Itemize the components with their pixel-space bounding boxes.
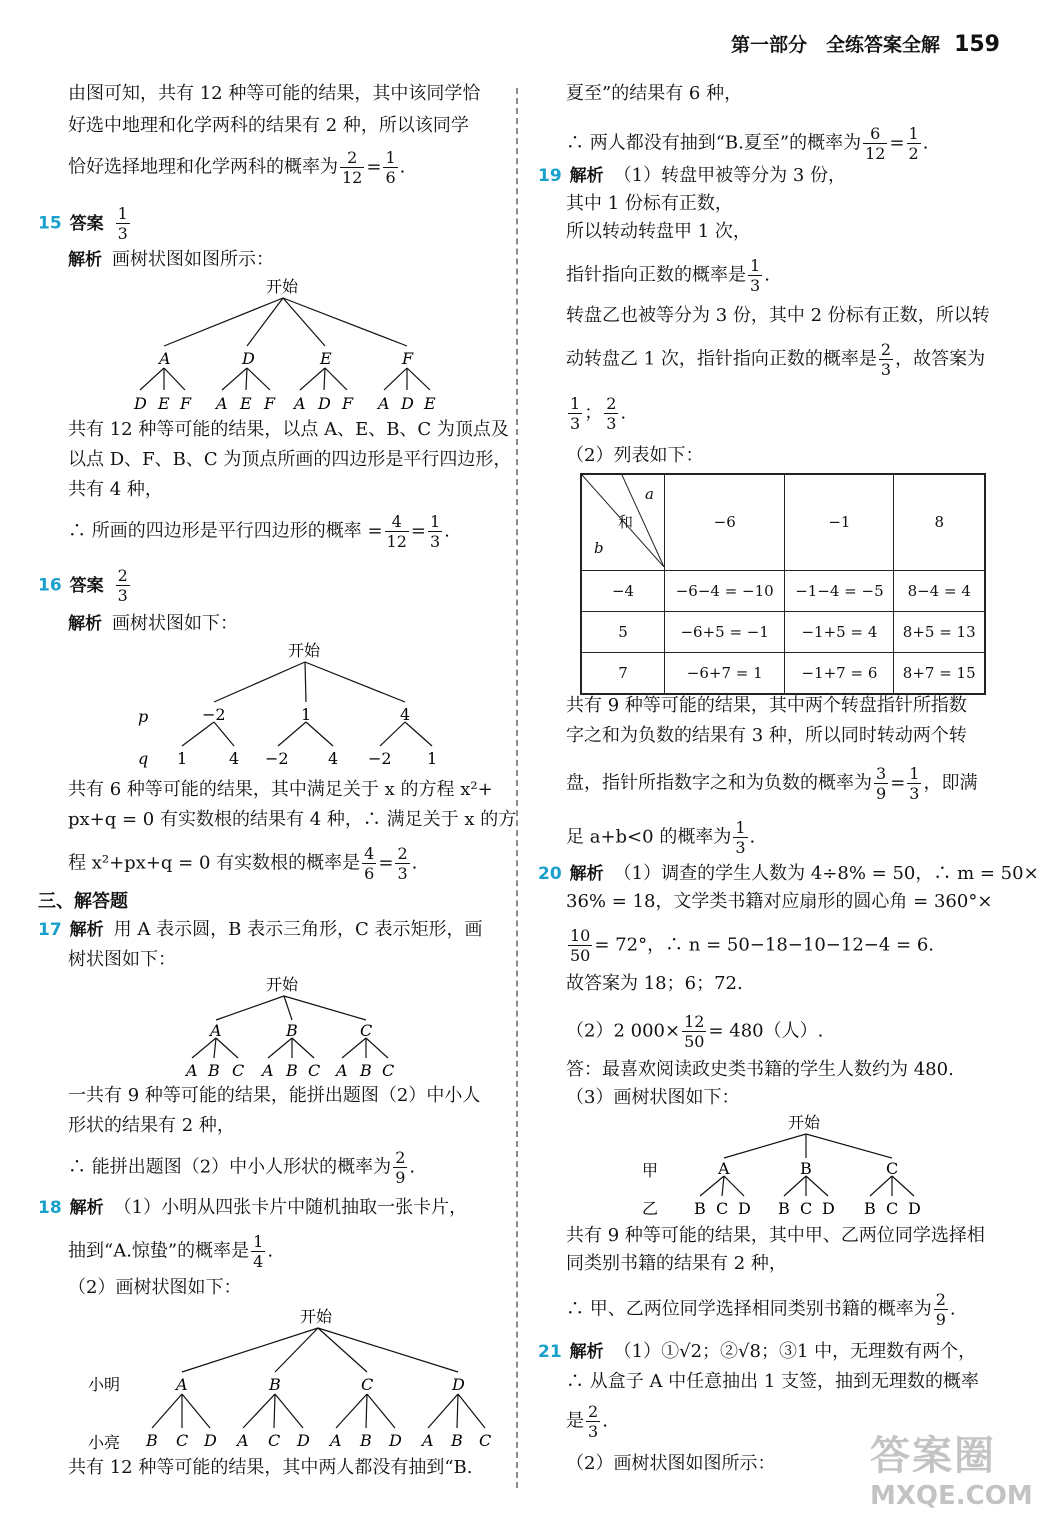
fraction: $\frac{4}{12}$: [386, 512, 407, 551]
svg-text:D: D: [452, 1375, 465, 1394]
svg-text:q: q: [138, 749, 149, 768]
svg-text:A: A: [330, 1431, 342, 1450]
svg-text:D: D: [297, 1431, 310, 1450]
tree-root: 开始: [288, 641, 321, 660]
svg-text:A: A: [216, 394, 228, 413]
text-line: 夏至”的结果有 6 种，: [566, 83, 743, 104]
page-number: 159: [954, 32, 1000, 57]
svg-text:C: C: [232, 1061, 245, 1080]
q21-analysis: 21 解析 （1）①√2；②√8；③1 中，无理数有两个，: [538, 1341, 977, 1362]
svg-text:D: D: [318, 394, 331, 413]
text-line: 共有 9 种等可能的结果，其中两个转盘指针所指数: [566, 695, 967, 716]
svg-text:A: A: [176, 1375, 188, 1394]
q16-analysis: 解析 画树状图如下：: [68, 613, 238, 634]
svg-text:F: F: [402, 349, 414, 368]
text-line: 形状的结果有 2 种，: [68, 1115, 235, 1136]
svg-text:A: A: [294, 394, 306, 413]
table-row: 7 −6+7 = 1 −1+7 = 6 8+7 = 15: [581, 652, 985, 694]
svg-text:小亮: 小亮: [88, 1433, 121, 1452]
svg-text:A: A: [422, 1431, 434, 1450]
svg-text:D: D: [389, 1431, 402, 1450]
text-line: 抽到“A.惊蛰”的概率是 $\frac{1}{4}$ .: [68, 1232, 274, 1271]
text-line: 共有 12 种等可能的结果，以点 A、E、B、C 为顶点及: [68, 419, 509, 440]
svg-text:A: A: [378, 394, 390, 413]
q15-analysis: 解析 画树状图如图所示：: [68, 249, 274, 270]
text-line: ∴ 所画的四边形是平行四边形的概率 = $\frac{4}{12}$ = $\frac{1}{3}$ .: [68, 512, 450, 551]
fraction: $\frac{2}{3}$: [588, 1402, 599, 1441]
text-line: 指针指向正数的概率是 $\frac{1}{3}$ .: [566, 256, 770, 295]
tree-diagram-q18: [80, 1300, 520, 1452]
svg-text:C: C: [886, 1159, 899, 1178]
svg-text:E: E: [320, 349, 332, 368]
svg-text:A: A: [237, 1431, 249, 1450]
fraction: $\frac{2}{9}$: [395, 1148, 406, 1187]
svg-text:A: A: [336, 1061, 348, 1080]
q20-analysis: 20 解析 （1）调查的学生人数为 4÷8% = 50，∴ m = 50×: [538, 863, 1039, 884]
text-line: $\frac{10}{50}$ = 72°，∴ n = 50−18−10−12−4 = 6.: [570, 926, 935, 965]
text-line: 由图可知，共有 12 种等可能的结果，其中该同学恰: [68, 83, 481, 104]
text-line: （2）2 000× $\frac{12}{50}$ = 480（人）.: [566, 1012, 824, 1051]
tree-root: 开始: [300, 1307, 333, 1326]
page-header: [731, 30, 1000, 57]
sum-table: [580, 473, 986, 695]
svg-text:C: C: [479, 1431, 492, 1450]
svg-text:C: C: [800, 1199, 813, 1218]
watermark-text: MXQE.COM: [870, 1481, 1033, 1511]
fraction: $\frac{1}{6}$: [385, 148, 396, 187]
text-line: ∴ 甲、乙两位同学选择相同类别书籍的概率为 $\frac{2}{9}$ .: [566, 1290, 956, 1329]
column-divider: [516, 88, 518, 1488]
fraction: $\frac{2}{12}$: [342, 148, 363, 187]
text-line: px+q = 0 有实数根的结果有 4 种，∴ 满足关于 x 的方: [68, 809, 517, 830]
svg-text:C: C: [361, 1375, 374, 1394]
fraction: $\frac{2}{3}$: [606, 394, 617, 433]
text-line: 一共有 9 种等可能的结果，能拼出题图（2）中小人: [68, 1085, 481, 1106]
tree-diagram-q15: [120, 272, 460, 414]
table-row: −4 −6−4 = −10 −1−4 = −5 8−4 = 4: [581, 570, 985, 611]
tree-root: 开始: [788, 1113, 821, 1132]
svg-text:C: C: [268, 1431, 281, 1450]
svg-text:B: B: [694, 1199, 706, 1218]
svg-text:C: C: [360, 1021, 373, 1040]
svg-text:1: 1: [427, 749, 438, 768]
svg-text:B: B: [360, 1061, 372, 1080]
tree-diagram-q16: [130, 636, 450, 770]
fraction: $\frac{2}{3}$: [117, 566, 128, 605]
text-line: （2）列表如下：: [566, 445, 704, 466]
watermark-logo: 答案圈: [870, 1433, 996, 1479]
text-line: 好选中地理和化学两科的结果有 2 种，所以该同学: [68, 115, 469, 136]
fraction: $\frac{2}{9}$: [935, 1290, 946, 1329]
fraction: $\frac{1}{3}$: [909, 764, 920, 803]
svg-text:A: A: [718, 1159, 730, 1178]
q17-analysis: 17 解析 用 A 表示圆，B 表示三角形，C 表示矩形，画: [38, 919, 483, 940]
fraction: $\frac{4}{6}$: [364, 844, 375, 883]
svg-text:1: 1: [177, 749, 188, 768]
svg-text:C: C: [176, 1431, 189, 1450]
text-line: 盘，指针所指数字之和为负数的概率为 $\frac{3}{9}$ = $\frac{1}{3}$ ，即满: [566, 764, 978, 803]
text-line: 故答案为 18；6；72.: [566, 973, 743, 994]
table-row: 5 −6+5 = −1 −1+5 = 4 8+5 = 13: [581, 611, 985, 652]
section-title: 第一部分 全练答案全解: [731, 34, 941, 56]
text-line: 同类别书籍的结果有 2 种，: [566, 1253, 787, 1274]
svg-text:D: D: [134, 394, 147, 413]
svg-text:B: B: [208, 1061, 220, 1080]
svg-text:F: F: [264, 394, 276, 413]
svg-text:4: 4: [229, 749, 240, 768]
text-line: 转盘乙也被等分为 3 份，其中 2 份标有正数，所以转: [566, 305, 990, 326]
fraction: $\frac{12}{50}$: [684, 1012, 705, 1051]
svg-text:D: D: [242, 349, 255, 368]
svg-text:B: B: [146, 1431, 158, 1450]
text-line: 是 $\frac{2}{3}$ .: [566, 1402, 608, 1441]
fraction: $\frac{1}{3}$: [750, 256, 761, 295]
text-line: 足 a+b<0 的概率为 $\frac{1}{3}$ .: [566, 818, 756, 857]
q18-analysis: 18 解析 （1）小明从四张卡片中随机抽取一张卡片，: [38, 1197, 468, 1218]
svg-text:E: E: [240, 394, 252, 413]
text-line: （3）画树状图如下：: [566, 1087, 740, 1108]
text-line: 以点 D、F、B、C 为顶点所画的四边形是平行四边形，: [68, 449, 512, 470]
text-line: ∴ 从盒子 A 中任意抽出 1 支签，抽到无理数的概率: [566, 1371, 980, 1392]
text-line: 36% = 18，文学类书籍对应扇形的圆心角 = 360°×: [566, 891, 993, 912]
watermark: [870, 1424, 1050, 1524]
svg-text:B: B: [286, 1021, 298, 1040]
svg-text:F: F: [342, 394, 354, 413]
text-line: 共有 6 种等可能的结果，其中满足关于 x 的方程 x²+: [68, 779, 493, 800]
text-line: 共有 9 种等可能的结果，其中甲、乙两位同学选择相: [566, 1225, 985, 1246]
table-header: 8: [894, 474, 985, 570]
tree-root: 开始: [266, 277, 299, 296]
text-line: （2）画树状图如图所示：: [566, 1453, 776, 1474]
svg-text:B: B: [800, 1159, 812, 1178]
text-line: 树状图如下：: [68, 949, 176, 970]
table-header: −1: [785, 474, 894, 570]
svg-text:A: A: [262, 1061, 274, 1080]
svg-text:B: B: [269, 1375, 281, 1394]
svg-text:D: D: [204, 1431, 217, 1450]
svg-text:C: C: [886, 1199, 899, 1218]
text-line: 字之和为负数的结果有 3 种，所以同时转动两个转: [566, 725, 967, 746]
fraction: $\frac{1}{3}$: [117, 204, 128, 243]
text-line: 动转盘乙 1 次，指针指向正数的概率是 $\frac{2}{3}$ ，故答案为: [566, 340, 986, 379]
svg-text:D: D: [401, 394, 414, 413]
text-line: 程 x²+px+q = 0 有实数根的概率是 $\frac{4}{6}$ = $\frac{2}{3}$ .: [68, 844, 418, 883]
svg-text:乙: 乙: [642, 1199, 659, 1218]
text-line: ∴ 能拼出题图（2）中小人形状的概率为 $\frac{2}{9}$ .: [68, 1148, 416, 1187]
svg-text:A: A: [210, 1021, 222, 1040]
svg-text:F: F: [180, 394, 192, 413]
q16-answer: 16 答案 $\frac{2}{3}$: [38, 566, 128, 605]
text-line: 共有 12 种等可能的结果，其中两人都没有抽到“B.: [68, 1457, 473, 1478]
svg-text:D: D: [738, 1199, 751, 1218]
svg-text:1: 1: [301, 705, 312, 724]
fraction: $\frac{1}{3}$: [735, 818, 746, 857]
tree-diagram-q17: [176, 970, 416, 1082]
svg-text:甲: 甲: [642, 1161, 659, 1180]
svg-text:D: D: [822, 1199, 835, 1218]
fraction: $\frac{3}{9}$: [876, 764, 887, 803]
svg-text:E: E: [158, 394, 170, 413]
svg-text:−2: −2: [202, 705, 226, 724]
fraction: $\frac{2}{3}$: [880, 340, 892, 379]
svg-text:C: C: [382, 1061, 395, 1080]
svg-text:B: B: [360, 1431, 372, 1450]
svg-text:C: C: [716, 1199, 729, 1218]
tree-diagram-q20: [636, 1108, 936, 1222]
fraction: $\frac{1}{2}$: [908, 124, 919, 163]
svg-text:A: A: [186, 1061, 198, 1080]
text-line: 所以转动转盘甲 1 次，: [566, 221, 751, 242]
q19-analysis: 19 解析 （1）转盘甲被等分为 3 份，: [538, 165, 847, 186]
text-line: $\frac{1}{3}$ ； $\frac{2}{3}$ .: [570, 394, 627, 433]
text-line: ∴ 两人都没有抽到“B.夏至”的概率为 $\frac{6}{12}$ = $\frac{1}{2}$ .: [566, 124, 929, 163]
text-line: 答：最喜欢阅读政史类书籍的学生人数约为 480.: [566, 1059, 954, 1080]
fraction: $\frac{1}{4}$: [253, 1232, 264, 1271]
diagonal-header-cell: a 和 b: [581, 474, 665, 570]
svg-text:A: A: [159, 349, 171, 368]
text-line: 共有 4 种，: [68, 479, 163, 500]
fraction: $\frac{10}{50}$: [570, 926, 591, 965]
table-header: −6: [665, 474, 785, 570]
text-line: 其中 1 份标有正数，: [566, 193, 733, 214]
svg-text:C: C: [308, 1061, 321, 1080]
fraction: $\frac{2}{3}$: [397, 844, 408, 883]
svg-text:小明: 小明: [88, 1375, 121, 1394]
svg-text:D: D: [908, 1199, 921, 1218]
tree-root: 开始: [266, 975, 299, 994]
svg-text:p: p: [138, 707, 149, 726]
svg-text:−2: −2: [265, 749, 289, 768]
text-line: 恰好选择地理和化学两科的概率为 $\frac{2}{12}$ = $\frac{1}{6}$ .: [68, 148, 406, 187]
section-heading: 三、解答题: [38, 891, 128, 912]
svg-text:B: B: [864, 1199, 876, 1218]
q15-answer: 15 答案 $\frac{1}{3}$: [38, 204, 128, 243]
fraction: $\frac{6}{12}$: [865, 124, 886, 163]
svg-text:B: B: [451, 1431, 463, 1450]
fraction: $\frac{1}{3}$: [570, 394, 581, 433]
svg-text:B: B: [286, 1061, 298, 1080]
svg-text:E: E: [424, 394, 436, 413]
svg-text:−2: −2: [368, 749, 392, 768]
svg-text:4: 4: [400, 705, 411, 724]
svg-text:4: 4: [328, 749, 339, 768]
fraction: $\frac{1}{3}$: [429, 512, 441, 551]
svg-text:B: B: [778, 1199, 790, 1218]
text-line: （2）画树状图如下：: [68, 1277, 242, 1298]
